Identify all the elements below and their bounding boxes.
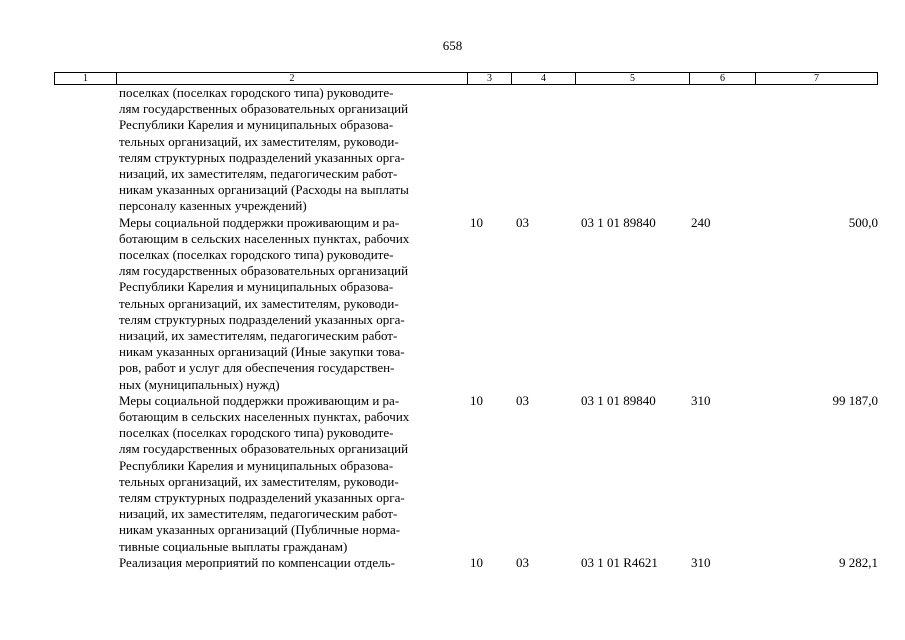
table-row	[54, 85, 878, 215]
description-line: Республики Карелия и муниципальных образова-	[119, 279, 394, 295]
row-description	[119, 85, 464, 215]
description-line: ных (муниципальных) нужд)	[119, 376, 280, 392]
description-line: лям государственных образовательных организаций	[119, 263, 409, 279]
row-amount: 99 187,0	[832, 392, 878, 408]
description-line: поселках (поселках городского типа) руководите-	[119, 425, 394, 441]
description-line: персоналу казенных учреждений)	[119, 198, 307, 214]
header-col-7: 7	[814, 73, 819, 84]
header-col-1: 1	[55, 73, 117, 84]
header-col-4: 4	[512, 73, 576, 84]
row-description	[119, 393, 464, 555]
table-header-row	[54, 72, 878, 85]
row-subsection: 03	[516, 554, 529, 570]
description-line: тельных организаций, их заместителям, руководи-	[119, 133, 399, 149]
description-line: телям структурных подразделений указанных орга-	[119, 311, 405, 327]
row-description	[119, 555, 464, 571]
header-col-6: 6	[690, 73, 756, 84]
row-target-code: 03 1 01 R4621	[581, 554, 658, 570]
row-amount: 500,0	[848, 214, 878, 230]
row-subsection: 03	[516, 392, 529, 408]
table-row	[54, 393, 878, 555]
row-section: 10	[470, 392, 483, 408]
description-line: телям структурных подразделений указанных орга-	[119, 149, 405, 165]
row-section: 10	[470, 554, 483, 570]
row-description	[119, 215, 464, 393]
page-number: 658	[442, 38, 463, 53]
row-amount: 9 282,1	[839, 554, 878, 570]
description-line: поселках (поселках городского типа) руководите-	[119, 247, 394, 263]
row-target-code: 03 1 01 89840	[581, 214, 656, 230]
description-line: тивные социальные выплаты гражданам)	[119, 538, 348, 554]
row-section: 10	[470, 214, 483, 230]
table-row-content	[54, 393, 878, 555]
row-expense-type: 310	[691, 554, 711, 570]
table-row-content	[54, 215, 878, 393]
header-col-3: 3	[468, 73, 512, 84]
description-line: Меры социальной поддержки проживающим и ра-	[119, 392, 400, 408]
table-row	[54, 215, 878, 393]
row-target-code: 03 1 01 89840	[581, 392, 656, 408]
description-line: тельных организаций, их заместителям, руководи-	[119, 473, 399, 489]
description-line: телям структурных подразделений указанных орга-	[119, 490, 405, 506]
description-line: никам указанных организаций (Иные закупки това-	[119, 344, 405, 360]
header-col-5: 5	[576, 73, 690, 84]
description-line: ров, работ и услуг для обеспечения государствен-	[119, 360, 395, 376]
header-col-2: 2	[117, 73, 468, 84]
description-line: тельных организаций, их заместителям, руководи-	[119, 295, 399, 311]
description-line: никам указанных организаций (Расходы на выплаты	[119, 182, 409, 198]
description-line: низаций, их заместителям, педагогическим работ-	[119, 328, 398, 344]
description-line: никам указанных организаций (Публичные норма-	[119, 522, 401, 538]
description-line: Реализация мероприятий по компенсации отдель-	[119, 554, 395, 570]
description-line: низаций, их заместителям, педагогическим работ-	[119, 166, 398, 182]
table-row-content	[54, 555, 878, 571]
description-line: лям государственных образовательных организаций	[119, 101, 409, 117]
table-row	[54, 555, 878, 571]
description-line: Республики Карелия и муниципальных образова-	[119, 117, 394, 133]
table-row-content	[54, 85, 878, 215]
description-line: низаций, их заместителям, педагогическим работ-	[119, 506, 398, 522]
row-expense-type: 240	[691, 214, 711, 230]
row-expense-type: 310	[691, 392, 711, 408]
description-line: Республики Карелия и муниципальных образова-	[119, 457, 394, 473]
description-line: лям государственных образовательных организаций	[119, 441, 409, 457]
description-line: ботающим в сельских населенных пунктах, рабочих	[119, 409, 410, 425]
description-line: поселках (поселках городского типа) руководите-	[119, 85, 394, 100]
table-body	[54, 85, 878, 571]
row-subsection: 03	[516, 214, 529, 230]
description-line: Меры социальной поддержки проживающим и ра-	[119, 214, 400, 230]
description-line: ботающим в сельских населенных пунктах, рабочих	[119, 230, 410, 246]
